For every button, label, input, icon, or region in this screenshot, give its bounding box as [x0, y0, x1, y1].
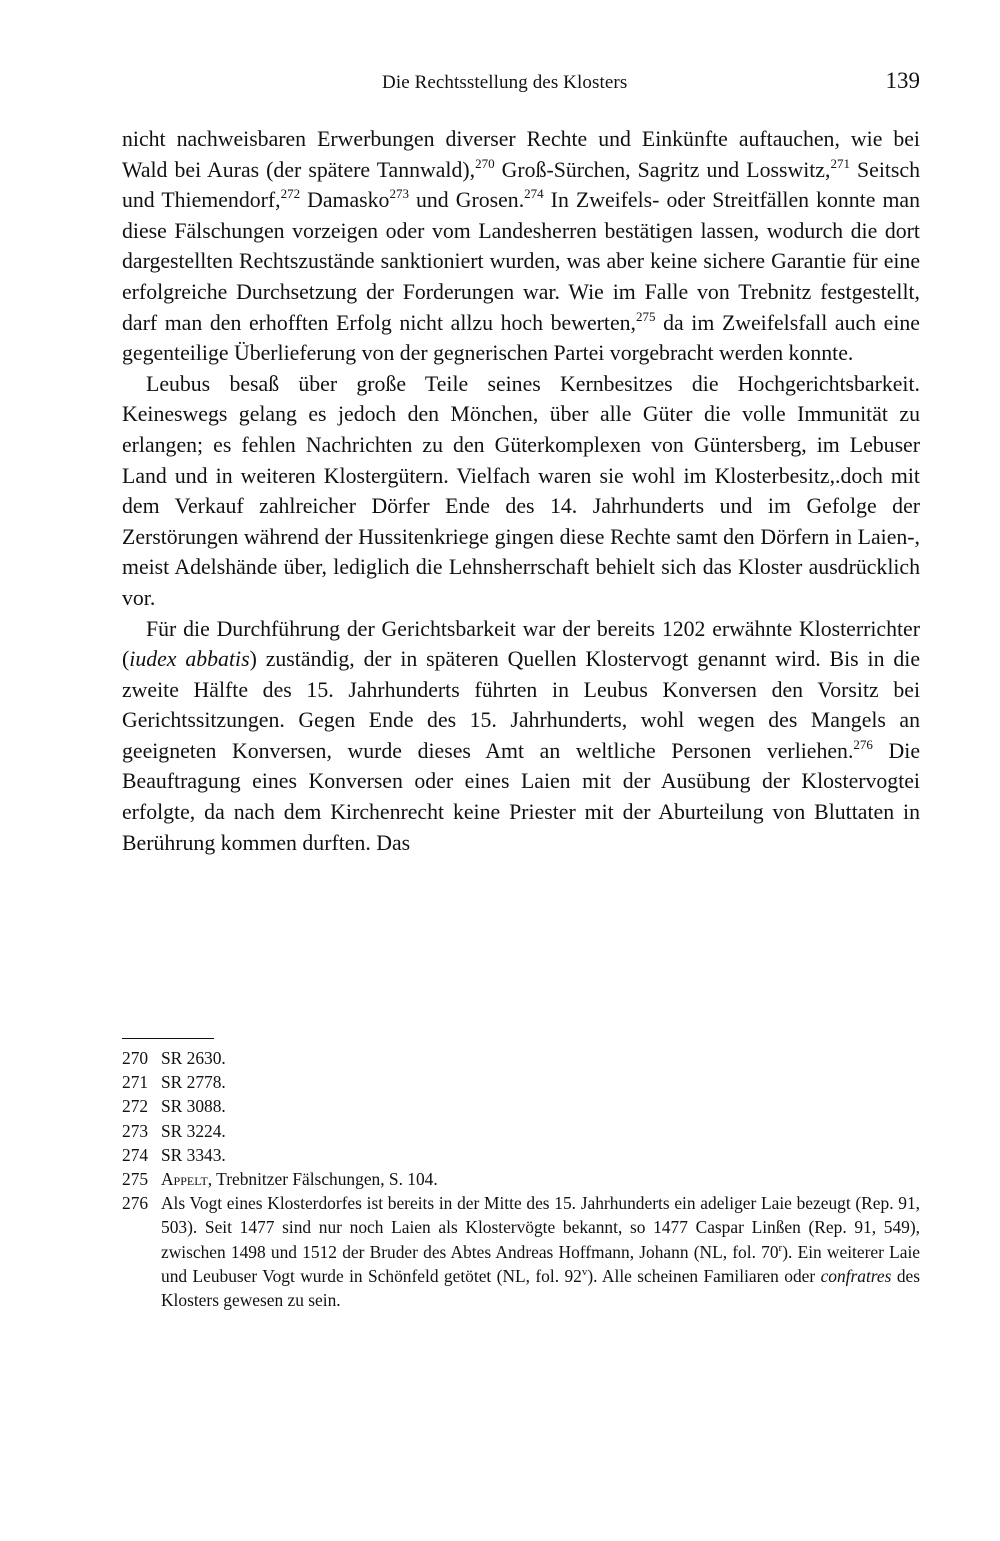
text-run: SR 2630.	[161, 1048, 226, 1068]
footnote	[122, 1119, 920, 1143]
footnote-ref: v	[581, 1265, 588, 1278]
footnote-number: 271	[122, 1072, 149, 1093]
footnote-text	[161, 1121, 226, 1141]
text-run: Leubus besaß über große Teile seines Kernbesitzes die Hochgerichtsbarkeit. Keineswegs gelang es jedoch den Mönchen, über alle Güter die volle Immunität zu erlangen; es fehlen Nachrichten zu den Güterkomplexen von Güntersberg, im Lebuser Land und in weiteren Klostergütern. Vielfach waren sie wohl im Klosterbesitz,.doch mit dem Verkauf zahlreicher Dörfer Ende des 14. Jahrhunderts und im Gefolge der Zerstörungen während der Hussitenkriege gingen diese Rechte samt den Dörfern in Laien-, meist Adelshände über, lediglich die Lehnsherrschaft behielt sich das Kloster ausdrücklich vor.	[122, 371, 920, 610]
text-run: SR 3343.	[161, 1144, 226, 1165]
footnote-number: 270	[122, 1048, 149, 1068]
footnote	[122, 1046, 920, 1070]
text-run: ) zuständig, der in späteren Quellen Klostervogt genannt wird. Bis in die zweite Hälfte des 15. Jahrhunderts führten in Leubus Konversen den Vorsitz bei Gerichtssitzungen. Gegen Ende des 15. Jahrhunderts, wohl wegen des Mangels an geeigneten Konversen, wurde dieses Amt an weltliche Personen verliehen.	[122, 647, 920, 763]
text-run: , Trebnitzer Fälschungen, S. 104.	[207, 1169, 438, 1190]
footnote	[122, 1094, 920, 1118]
footnote-ref: 271	[830, 155, 850, 171]
text-run: Groß-Sürchen, Sagritz und Losswitz,	[494, 157, 831, 182]
italic-text: confratres	[820, 1265, 892, 1286]
footnote-number: 272	[122, 1096, 149, 1117]
footnote-text	[161, 1096, 226, 1116]
text-run: ). Alle scheinen Familiaren oder	[587, 1265, 821, 1286]
footnote-text	[161, 1048, 226, 1068]
italic-text: iudex abbatis	[129, 647, 250, 672]
running-title: Die Rechtsstellung des Klosters	[382, 72, 628, 93]
footnote-ref: 274	[524, 186, 544, 202]
footnotes	[122, 1046, 920, 1312]
footnote-ref: r	[778, 1241, 783, 1254]
text-run: Damasko	[300, 188, 390, 213]
footnote-number: 273	[122, 1120, 149, 1141]
footnote-text	[161, 1169, 438, 1189]
page-number: 139	[885, 68, 920, 93]
text-run: Für die Durchführung der Gerichtsbarkeit war der bereits 1202 erwähnte Klosterrichter (	[122, 616, 920, 672]
running-head	[0, 68, 1000, 104]
footnote-number: 274	[122, 1144, 149, 1165]
footnote	[122, 1070, 920, 1094]
footnote-number: 276	[122, 1193, 149, 1214]
footnote	[122, 1191, 920, 1312]
footnote-number: 275	[122, 1169, 149, 1190]
footnote-ref: 273	[389, 186, 409, 202]
footnote-ref: 276	[853, 736, 873, 752]
footnote	[122, 1167, 920, 1191]
footnote-text	[161, 1145, 226, 1165]
footnote-text	[161, 1193, 920, 1310]
footnote-divider	[122, 1038, 214, 1039]
text-run: Als Vogt eines Klosterdorfes ist bereits in der Mitte des 15. Jahrhunderts ein adeliger Laie bezeugt (Rep. 91, 503). Seit 1477 sind nur noch Laien als Klostervögte bekannt, so 1477 Caspar Linßen (Rep. 91, 549), zwischen 1498 und 1512 der Bruder des Abtes Andreas Hoffmann, Johann (NL, fol. 70	[161, 1193, 920, 1262]
paragraph	[122, 124, 920, 369]
text-run: Seitsch und Thiemendorf,	[122, 157, 920, 213]
text-run: des Klosters gewesen zu sein.	[161, 1265, 921, 1311]
paragraph	[122, 614, 920, 859]
footnote-ref: 272	[280, 186, 301, 202]
text-run: ). Ein weiterer Laie und Leubuser Vogt wurde in Schönfeld getötet (NL, fol. 92	[161, 1241, 920, 1286]
paragraph	[122, 369, 920, 614]
footnote-ref: 275	[635, 308, 656, 324]
text-run: SR 2778.	[161, 1072, 226, 1093]
body-text	[122, 124, 920, 858]
footnote	[122, 1143, 920, 1167]
footnote-ref: 270	[475, 155, 495, 171]
text-run: SR 3224.	[161, 1120, 226, 1141]
text-run: SR 3088.	[161, 1096, 226, 1117]
text-run: und Grosen.	[408, 188, 525, 213]
footnote-text	[161, 1072, 226, 1092]
text-run: In Zweifels- oder Streitfällen konnte man diese Fälschungen vorzeigen oder vom Landesherren bestätigen lassen, wodurch die dort dargestellten Rechtszustände sanktioniert wurden, was aber keine sichere Garantie für eine erfolgreiche Durchsetzung der Forderungen war. Wie im Falle von Trebnitz festgestellt, darf man den erhofften Erfolg nicht allzu hoch bewerten,	[122, 188, 920, 335]
author-name: Appelt	[161, 1169, 208, 1190]
text-run: Die Beauftragung eines Konversen oder eines Laien mit der Ausübung der Klostervogtei erfolgte, da nach dem Kirchenrecht keine Priester mit der Aburteilung von Bluttaten in Berührung kommen durften. Das	[122, 738, 920, 855]
text-run: nicht nachweisbaren Erwerbungen diverser Rechte und Einkünfte auftauchen, wie bei Wald bei Auras (der spätere Tannwald),	[122, 127, 920, 182]
text-run: da im Zweifelsfall auch eine gegenteilige Überlieferung von der gegnerischen Partei vorgebracht werden konnte.	[122, 310, 920, 366]
